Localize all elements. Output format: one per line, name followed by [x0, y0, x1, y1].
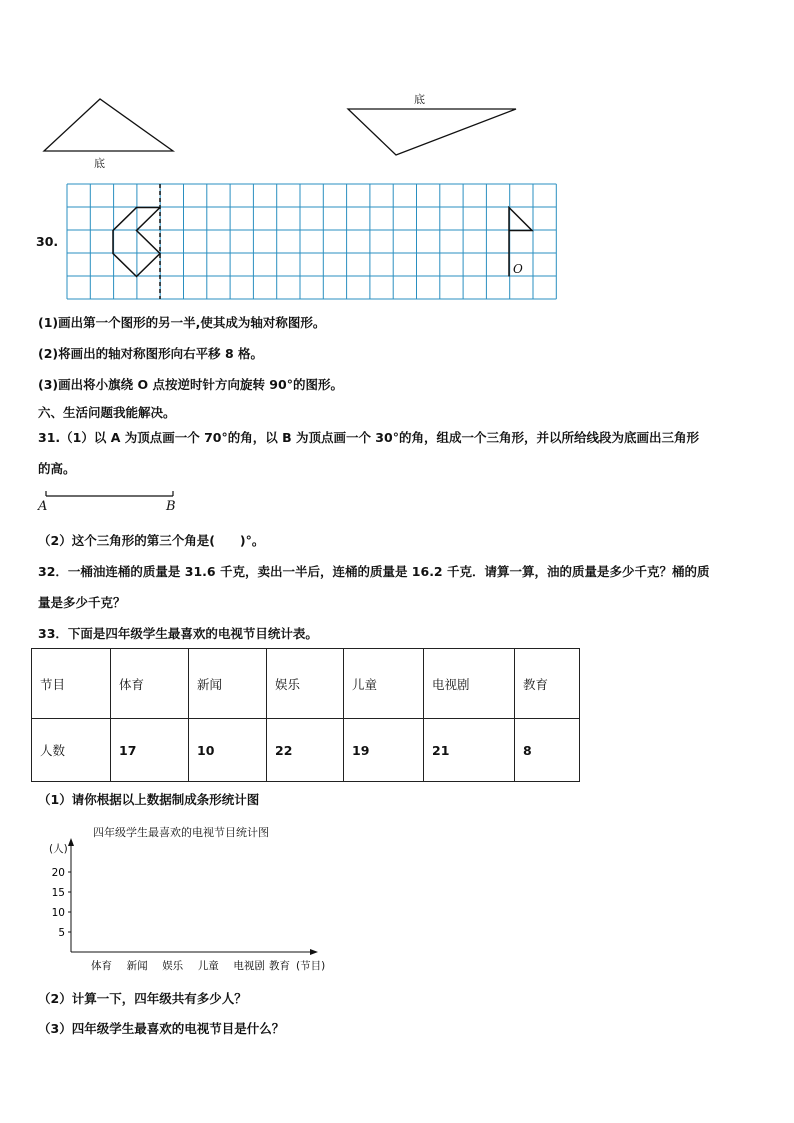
- table-count-label: 人数: [32, 719, 111, 782]
- q33-part-2: （2）计算一下，四年级共有多少人？: [38, 991, 247, 1006]
- y-tick-label: 20: [51, 867, 65, 879]
- table-cell: 8: [515, 719, 580, 782]
- y-tick-label: 10: [51, 907, 65, 919]
- table-cell: 10: [189, 719, 267, 782]
- table-cell: 体育: [111, 649, 189, 719]
- q32-line-1: 32．一桶油连桶的质量是 31.6 千克，卖出一半后，连桶的质量是 16.2 千克．请算一算，油的质量是多少千克？桶的质: [38, 564, 710, 579]
- right-triangle-base-label: 底: [414, 93, 425, 106]
- x-category-label: 娱乐: [162, 960, 184, 972]
- table-cell: 17: [111, 719, 189, 782]
- q30-item-3: (3)画出将小旗绕 O 点按逆时针方向旋转 90°的图形。: [38, 377, 343, 392]
- table-cell: 新闻: [189, 649, 267, 719]
- x-axis-unit-label: (节目): [296, 960, 326, 972]
- x-category-label: 体育: [91, 960, 112, 972]
- x-categories: [91, 959, 290, 972]
- x-category-label: 儿童: [197, 960, 219, 972]
- x-category-label: 新闻: [126, 960, 148, 972]
- q30-item-1: (1)画出第一个图形的另一半,使其成为轴对称图形。: [38, 315, 326, 330]
- q33-title: 33．下面是四年级学生最喜欢的电视节目统计表。: [38, 626, 318, 641]
- q30-item-2: (2)将画出的轴对称图形向右平移 8 格。: [38, 346, 264, 361]
- y-ticks: [52, 867, 71, 939]
- table-cell: 教育: [515, 649, 580, 719]
- x-category-label: 电视剧: [233, 960, 265, 972]
- point-b-label: B: [166, 499, 176, 514]
- y-axis-unit-label: (人): [49, 843, 68, 855]
- section-6-title: 六、生活问题我能解决。: [38, 405, 176, 420]
- table-cell: 电视剧: [424, 649, 515, 719]
- table-cell: 娱乐: [267, 649, 344, 719]
- q33-part-3: （3）四年级学生最喜欢的电视节目是什么？: [38, 1021, 285, 1036]
- question-30-number: 30.: [36, 234, 59, 249]
- x-category-label: 教育: [269, 960, 290, 972]
- table-cell: 21: [424, 719, 515, 782]
- q31-line-2: 的高。: [38, 461, 76, 476]
- table-cell: 19: [344, 719, 424, 782]
- q31-line-1: 31.（1）以 A 为顶点画一个 70°的角，以 B 为顶点画一个 30°的角，组成一个三角形，并以所给线段为底画出三角形: [38, 430, 699, 445]
- q31-part-2: （2）这个三角形的第三个角是( )°。: [38, 533, 265, 548]
- y-tick-label: 5: [58, 927, 65, 939]
- y-axis-arrow: [68, 838, 74, 846]
- table-cell: 儿童: [344, 649, 424, 719]
- table-cell: 22: [267, 719, 344, 782]
- y-tick-label: 15: [51, 887, 65, 899]
- x-axis-arrow: [310, 949, 318, 955]
- table-header-label: 节目: [32, 649, 111, 719]
- point-o-label: O: [513, 262, 523, 276]
- q32-line-2: 量是多少千克？: [38, 595, 126, 610]
- point-a-label: A: [38, 499, 48, 514]
- chart-title: 四年级学生最喜欢的电视节目统计图: [93, 826, 269, 839]
- left-triangle-base-label: 底: [94, 157, 105, 170]
- q33-part-1: （1）请你根据以上数据制成条形统计图: [38, 792, 260, 807]
